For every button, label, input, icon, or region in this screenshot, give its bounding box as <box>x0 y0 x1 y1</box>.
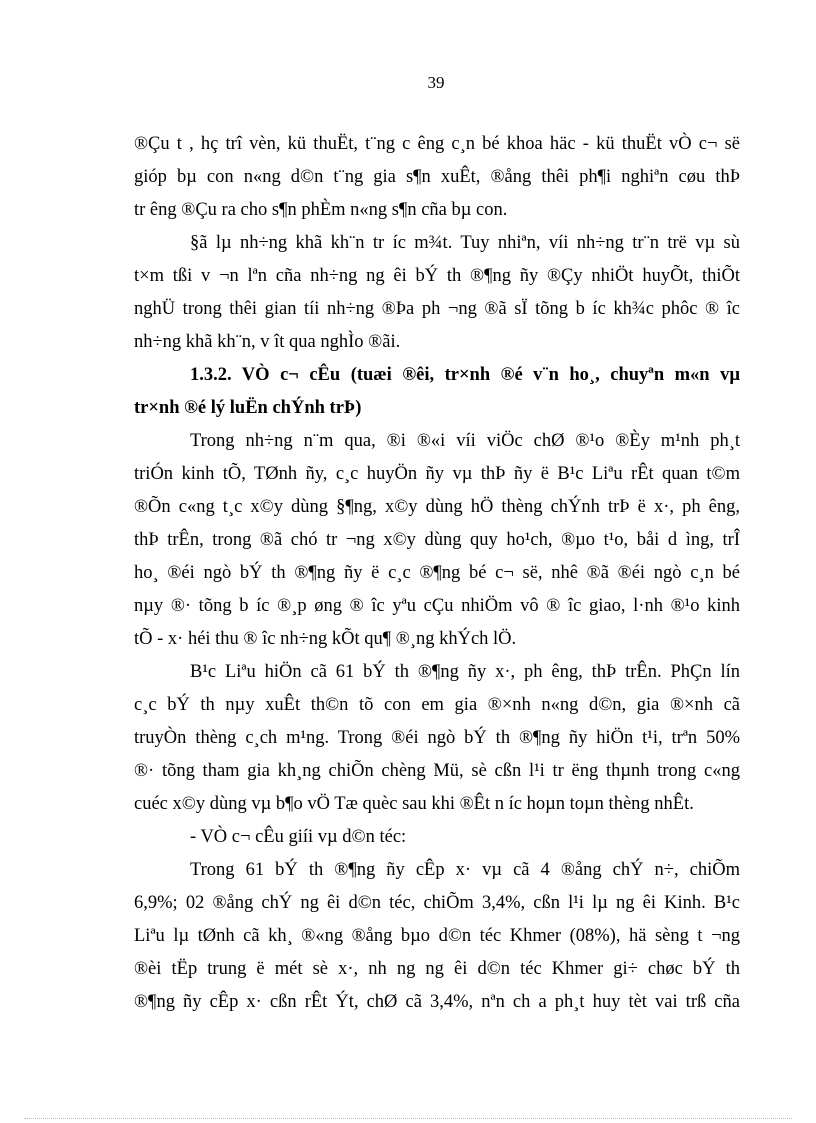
text-line: ®Çu t , hç trî vèn, kü thuËt, t¨ng c êng c¸n bé khoa häc - kü thuËt vÒ c¬ së <box>134 134 740 154</box>
text-line: ®Õn c«ng t¸c x©y dùng §¶ng, x©y dùng hÖ thèng chÝnh trÞ ë x·, ph êng, <box>134 497 740 517</box>
text-line: Liªu lµ tØnh cã kh¸ ®«ng ®ång bµo d©n téc Khmer (08%), hä sèng t ¬ng <box>134 926 740 946</box>
text-line: tÕ - x· héi thu ® îc nh÷ng kÕt qu¶ ®¸ng khÝch lÖ. <box>134 629 517 649</box>
page-number: 39 <box>427 73 445 92</box>
text-line: t×m tßi v ¬n lªn cña nh÷ng ng êi bÝ th ®¶ng ñy ®Çy nhiÖt huyÕt, thiÕt <box>134 266 740 286</box>
text-line: §ã lµ nh÷ng khã kh¨n tr íc m¾t. Tuy nhiªn, víi nh÷ng tr¨n trë vµ sù <box>190 233 740 253</box>
section-heading: 1.3.2. VÒ c¬ cÊu (tuæi ®êi, tr×nh ®é v¨n ho¸, chuyªn m«n vµ <box>190 365 740 385</box>
text-line: ®· tõng tham gia kh¸ng chiÕn chèng Mü, sè cßn l¹i tr ëng thµnh trong c«ng <box>134 761 740 781</box>
text-line: nh÷ng khã kh¨n, v ît qua nghÌo ®ãi. <box>134 332 401 352</box>
text-line: cuéc x©y dùng vµ b¶o vÖ Tæ quèc sau khi ®Êt n íc hoµn toµn thèng nhÊt. <box>134 794 694 814</box>
text-line: Trong 61 bÝ th ®¶ng ñy cÊp x· vµ cã 4 ®ång chÝ n÷, chiÕm <box>190 860 740 880</box>
text-line: c¸c bÝ th nµy xuÊt th©n tõ con em gia ®×nh n«ng d©n, gia ®×nh cã <box>134 695 740 715</box>
section-heading: tr×nh ®é lý luËn chÝnh trÞ) <box>134 398 362 418</box>
text-line: Trong nh÷ng n¨m qua, ®i ®«i víi viÖc chØ ®¹o ®Èy m¹nh ph¸t <box>190 431 740 451</box>
text-line: thÞ trÊn, trong ®ã chó tr ¬ng x©y dùng quy ho¹ch, ®µo t¹o, båi d ìng, trÎ <box>134 530 740 550</box>
text-line: tr êng ®Çu ra cho s¶n phÈm n«ng s¶n cña bµ con. <box>134 200 508 220</box>
text-line: triÓn kinh tÕ, TØnh ñy, c¸c huyÖn ñy vµ thÞ ñy ë B¹c Liªu rÊt quan t©m <box>134 464 740 484</box>
text-line: truyÒn thèng c¸ch m¹ng. Trong ®éi ngò bÝ th ®¶ng ñy hiÖn t¹i, trªn 50% <box>134 728 740 748</box>
text-line: ho¸ ®éi ngò bÝ th ®¶ng ñy ë c¸c ®¶ng bé c¬ së, nhê ®ã ®éi ngò c¸n bé <box>134 563 740 583</box>
text-line: B¹c Liªu hiÖn cã 61 bÝ th ®¶ng ñy x·, ph êng, thÞ trÊn. PhÇn lín <box>190 662 740 682</box>
text-line: 6,9%; 02 ®ång chÝ ng êi d©n téc, chiÕm 3,4%, cßn l¹i lµ ng êi Kinh. B¹c <box>134 893 740 913</box>
document-body <box>134 128 740 1019</box>
text-line: ®èi tËp trung ë mét sè x·, nh ng ng êi d©n téc Khmer gi÷ chøc bÝ th <box>134 959 740 979</box>
text-line: ®¶ng ñy cÊp x· cßn rÊt Ýt, chØ cã 3,4%, nªn ch a ph¸t huy tèt vai trß cña <box>134 992 740 1012</box>
text-line: nµy ®· tõng b íc ®¸p øng ® îc yªu cÇu nhiÖm vô ® îc giao, l·nh ®¹o kinh <box>134 596 740 616</box>
list-heading: - VÒ c¬ cÊu giíi vµ d©n téc: <box>190 827 407 847</box>
page-bottom-border <box>24 1118 792 1119</box>
text-line: gióp bµ con n«ng d©n t¨ng gia s¶n xuÊt, ®ång thêi ph¶i nghiªn cøu thÞ <box>134 167 740 187</box>
text-line: nghÜ trong thêi gian tíi nh÷ng ®Þa ph ¬ng ®ã sÏ tõng b íc kh¾c phôc ® îc <box>134 299 740 319</box>
